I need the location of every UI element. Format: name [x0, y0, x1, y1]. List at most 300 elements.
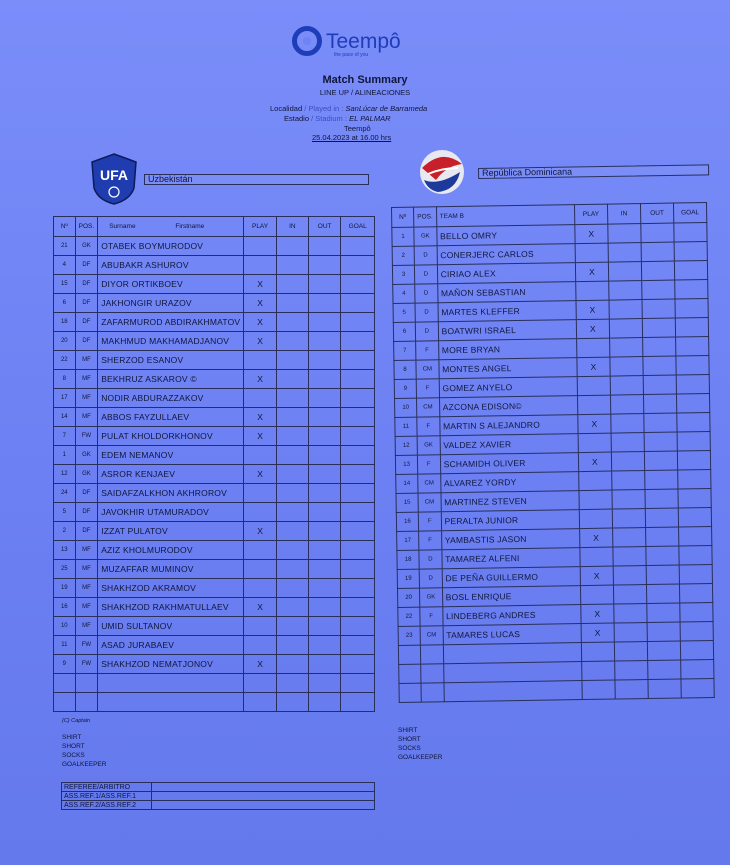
in-cell[interactable] — [276, 693, 308, 712]
player-name — [443, 662, 581, 683]
team-b-kit-labels — [398, 726, 442, 762]
goal-cell[interactable] — [675, 299, 708, 319]
player-position: F — [416, 341, 439, 360]
match-date: 25.04.2023 at 16.00 hrs — [312, 133, 392, 142]
team-b-name: República Dominicana — [478, 164, 709, 179]
player-number: 14 — [54, 408, 76, 427]
in-cell[interactable] — [609, 281, 642, 301]
team-a-name: Uzbekistán — [144, 174, 369, 185]
goal-cell[interactable] — [675, 280, 708, 300]
out-cell[interactable] — [308, 617, 340, 636]
play-mark: X — [244, 598, 277, 617]
player-number: 2 — [54, 522, 76, 541]
player-row — [54, 313, 375, 332]
out-cell[interactable] — [308, 275, 340, 294]
crest-text: UFA — [100, 167, 128, 183]
player-number: 5 — [393, 303, 415, 322]
out-cell[interactable] — [645, 508, 678, 528]
player-position: MF — [75, 389, 98, 408]
player-row — [54, 389, 375, 408]
player-name — [98, 674, 244, 693]
kit-shirt-label: SHIRT — [62, 734, 82, 741]
out-cell[interactable] — [645, 489, 678, 509]
goal-cell[interactable] — [341, 655, 375, 674]
in-cell[interactable] — [610, 357, 643, 377]
out-cell[interactable] — [308, 636, 340, 655]
out-cell[interactable] — [646, 584, 679, 604]
col-number: Nº — [392, 207, 414, 227]
in-cell[interactable] — [276, 579, 308, 598]
play-mark: X — [244, 408, 277, 427]
goal-cell[interactable] — [677, 451, 710, 471]
player-position: MF — [75, 579, 98, 598]
player-name: IZZAT PULATOV — [98, 522, 244, 541]
goal-cell[interactable] — [341, 275, 375, 294]
goal-cell[interactable] — [341, 560, 375, 579]
player-name: ASAD JURABAEV — [98, 636, 244, 655]
goal-cell[interactable] — [341, 465, 375, 484]
out-cell[interactable] — [644, 432, 677, 452]
player-name: ABBOS FAYZULLAEV — [98, 408, 244, 427]
in-cell[interactable] — [615, 661, 648, 681]
in-cell[interactable] — [276, 522, 308, 541]
in-cell[interactable] — [611, 414, 644, 434]
player-number: 6 — [54, 294, 76, 313]
in-cell[interactable] — [276, 617, 308, 636]
in-cell[interactable] — [613, 566, 646, 586]
player-number: 5 — [54, 503, 76, 522]
player-name: ALVAREZ YORDY — [440, 472, 578, 493]
in-cell[interactable] — [276, 446, 308, 465]
player-number: 18 — [397, 550, 419, 569]
out-cell[interactable] — [308, 294, 340, 313]
goal-cell[interactable] — [341, 484, 375, 503]
goal-cell[interactable] — [676, 356, 709, 376]
goal-cell[interactable] — [677, 432, 710, 452]
play-mark: X — [244, 294, 277, 313]
out-cell[interactable] — [644, 413, 677, 433]
player-number: 1 — [54, 446, 76, 465]
player-row — [54, 427, 375, 446]
col-out: OUT — [640, 203, 673, 224]
goal-cell[interactable] — [679, 564, 712, 584]
play-mark — [579, 490, 612, 510]
player-name: YAMBASTIS JASON — [441, 529, 579, 550]
goal-cell[interactable] — [341, 370, 375, 389]
goal-cell[interactable] — [679, 583, 712, 603]
player-row — [54, 275, 375, 294]
in-cell[interactable] — [612, 490, 645, 510]
in-cell[interactable] — [612, 528, 645, 548]
player-number: 2 — [392, 246, 414, 265]
out-cell[interactable] — [642, 318, 675, 338]
team-a-lineup-table — [53, 216, 375, 712]
out-cell[interactable] — [643, 356, 676, 376]
in-cell[interactable] — [612, 509, 645, 529]
out-cell[interactable] — [308, 256, 340, 275]
estadio-value: EL PALMAR — [349, 114, 391, 123]
play-mark: X — [578, 452, 611, 472]
goal-cell[interactable] — [341, 541, 375, 560]
play-mark — [244, 617, 277, 636]
referee-value[interactable] — [152, 783, 375, 792]
in-cell[interactable] — [276, 598, 308, 617]
in-cell[interactable] — [613, 547, 646, 567]
out-cell[interactable] — [646, 546, 679, 566]
in-cell[interactable] — [609, 300, 642, 320]
assistant-2-value[interactable] — [152, 801, 375, 810]
player-number: 7 — [54, 427, 76, 446]
out-cell[interactable] — [641, 223, 674, 243]
player-position: MF — [75, 408, 98, 427]
goal-cell[interactable] — [341, 256, 375, 275]
col-firstname: Firstname — [175, 223, 205, 230]
in-cell[interactable] — [614, 642, 647, 662]
player-number: 13 — [54, 541, 76, 560]
out-cell[interactable] — [308, 427, 340, 446]
goal-cell[interactable] — [680, 602, 713, 622]
player-row — [54, 332, 375, 351]
goal-cell[interactable] — [341, 636, 375, 655]
player-row — [54, 294, 375, 313]
goal-cell[interactable] — [674, 261, 707, 281]
player-position: DF — [75, 522, 98, 541]
kit-short-label: SHORT — [398, 736, 421, 743]
play-mark — [244, 484, 277, 503]
goal-cell[interactable] — [341, 427, 375, 446]
out-cell[interactable] — [641, 261, 674, 281]
goal-cell[interactable] — [678, 470, 711, 490]
play-mark — [576, 338, 609, 358]
player-number: 8 — [394, 360, 416, 379]
play-mark: X — [576, 300, 609, 320]
play-mark — [244, 693, 277, 712]
goal-cell[interactable] — [341, 693, 375, 712]
in-cell[interactable] — [609, 338, 642, 358]
out-cell[interactable] — [308, 465, 340, 484]
out-cell[interactable] — [308, 503, 340, 522]
goal-cell[interactable] — [341, 617, 375, 636]
player-name: SHAKHZOD AKRAMOV — [98, 579, 244, 598]
player-row — [54, 655, 375, 674]
col-position: POS. — [414, 207, 437, 227]
goal-cell[interactable] — [676, 375, 709, 395]
goal-cell[interactable] — [341, 579, 375, 598]
player-position: FW — [75, 636, 98, 655]
player-number: 4 — [54, 256, 76, 275]
in-cell[interactable] — [608, 262, 641, 282]
out-cell[interactable] — [641, 242, 674, 262]
in-cell[interactable] — [276, 560, 308, 579]
col-name — [98, 217, 244, 237]
play-mark: X — [579, 528, 612, 548]
ufa-crest-icon — [90, 152, 138, 206]
goal-cell[interactable] — [676, 337, 709, 357]
goal-cell[interactable] — [679, 546, 712, 566]
player-name: UMID SULTANOV — [98, 617, 244, 636]
player-row — [54, 237, 375, 256]
out-cell[interactable] — [308, 674, 340, 693]
goal-cell[interactable] — [678, 508, 711, 528]
player-number: 6 — [393, 322, 415, 341]
player-name: MORE BRYAN — [438, 339, 576, 360]
player-position: MF — [75, 351, 98, 370]
play-mark: X — [244, 655, 277, 674]
out-cell[interactable] — [308, 655, 340, 674]
player-number — [54, 674, 76, 693]
player-position — [75, 693, 98, 712]
player-position: GK — [75, 237, 98, 256]
player-position: D — [415, 284, 438, 303]
team-a-kit-labels — [62, 733, 106, 769]
goal-cell[interactable] — [341, 313, 375, 332]
goal-cell[interactable] — [677, 413, 710, 433]
in-cell[interactable] — [276, 427, 308, 446]
in-cell[interactable] — [276, 370, 308, 389]
player-position: DF — [75, 332, 98, 351]
goal-cell[interactable] — [341, 389, 375, 408]
out-cell[interactable] — [308, 693, 340, 712]
out-cell[interactable] — [648, 660, 681, 680]
player-position: GK — [75, 465, 98, 484]
play-mark — [581, 642, 614, 662]
player-number: 14 — [396, 474, 418, 493]
in-cell[interactable] — [276, 351, 308, 370]
out-cell[interactable] — [308, 484, 340, 503]
col-out: OUT — [308, 217, 340, 237]
goal-cell[interactable] — [341, 332, 375, 351]
out-cell[interactable] — [648, 679, 681, 699]
out-cell[interactable] — [647, 603, 680, 623]
in-cell[interactable] — [276, 465, 308, 484]
player-row — [399, 678, 714, 702]
out-cell[interactable] — [642, 337, 675, 357]
in-cell[interactable] — [614, 623, 647, 643]
player-position: DF — [75, 484, 98, 503]
player-position: F — [420, 607, 443, 626]
in-cell[interactable] — [615, 680, 648, 700]
col-number: Nº — [54, 217, 76, 237]
player-name: LINDEBERG ANDRES — [442, 605, 580, 626]
assistant-1-value[interactable] — [152, 792, 375, 801]
out-cell[interactable] — [308, 351, 340, 370]
out-cell[interactable] — [644, 451, 677, 471]
player-position: F — [418, 512, 441, 531]
out-cell[interactable] — [308, 598, 340, 617]
play-mark — [578, 433, 611, 453]
out-cell[interactable] — [308, 522, 340, 541]
player-position: GK — [75, 446, 98, 465]
player-name — [98, 693, 244, 712]
play-mark: X — [575, 262, 608, 282]
player-position: CM — [418, 493, 441, 512]
col-goal: GOAL — [673, 203, 706, 224]
player-name: SHAKHZOD NEMATJONOV — [98, 655, 244, 674]
out-cell[interactable] — [647, 622, 680, 642]
goal-cell[interactable] — [341, 674, 375, 693]
player-name: DE PEÑA GUILLERMO — [442, 567, 580, 588]
out-cell[interactable] — [308, 389, 340, 408]
col-in: IN — [276, 217, 308, 237]
goal-cell[interactable] — [341, 503, 375, 522]
kit-goalkeeper-label: GOALKEEPER — [398, 754, 443, 761]
goal-cell[interactable] — [341, 237, 375, 256]
referee-label: REFEREE/ARBITRO — [62, 783, 152, 792]
in-cell[interactable] — [276, 408, 308, 427]
goal-cell[interactable] — [341, 408, 375, 427]
player-number: 16 — [396, 512, 418, 531]
player-name: JAKHONGIR URAZOV — [98, 294, 244, 313]
play-mark — [580, 547, 613, 567]
out-cell[interactable] — [308, 579, 340, 598]
player-number: 9 — [54, 655, 76, 674]
goal-cell[interactable] — [680, 621, 713, 641]
player-name: EDEM NEMANOV — [98, 446, 244, 465]
assistant-1-label: ASS.REF.1/ASS.REF.1 — [62, 792, 152, 801]
in-cell[interactable] — [611, 433, 644, 453]
played-in-label: / Played in : — [304, 104, 344, 113]
player-number: 17 — [54, 389, 76, 408]
out-cell[interactable] — [645, 470, 678, 490]
out-cell[interactable] — [308, 408, 340, 427]
player-name: AZIZ KHOLMURODOV — [98, 541, 244, 560]
player-name: VALDEZ XAVIER — [440, 434, 578, 455]
goal-cell[interactable] — [678, 489, 711, 509]
in-cell[interactable] — [613, 585, 646, 605]
out-cell[interactable] — [647, 641, 680, 661]
goal-cell[interactable] — [681, 678, 714, 698]
goal-cell[interactable] — [680, 640, 713, 660]
out-cell[interactable] — [308, 313, 340, 332]
in-cell[interactable] — [276, 389, 308, 408]
in-cell[interactable] — [276, 256, 308, 275]
goal-cell[interactable] — [341, 522, 375, 541]
goal-cell[interactable] — [681, 659, 714, 679]
out-cell[interactable] — [642, 280, 675, 300]
out-cell[interactable] — [308, 541, 340, 560]
player-name: SHERZOD ESANOV — [98, 351, 244, 370]
in-cell[interactable] — [608, 224, 641, 244]
play-mark: X — [576, 319, 609, 339]
player-name: BELLO OMRY — [436, 225, 574, 246]
in-cell[interactable] — [610, 376, 643, 396]
in-cell[interactable] — [276, 674, 308, 693]
goal-cell[interactable] — [674, 242, 707, 262]
player-position: D — [419, 569, 442, 588]
in-cell[interactable] — [276, 313, 308, 332]
player-name: PERALTA JUNIOR — [441, 510, 579, 531]
player-number: 15 — [396, 493, 418, 512]
out-cell[interactable] — [645, 527, 678, 547]
kit-goalkeeper-label: GOALKEEPER — [62, 761, 107, 768]
out-cell[interactable] — [308, 370, 340, 389]
goal-cell[interactable] — [341, 351, 375, 370]
goal-cell[interactable] — [676, 394, 709, 414]
player-number: 15 — [54, 275, 76, 294]
in-cell[interactable] — [276, 541, 308, 560]
play-mark: X — [244, 313, 277, 332]
in-cell[interactable] — [276, 655, 308, 674]
player-position: DF — [75, 313, 98, 332]
goal-cell[interactable] — [674, 223, 707, 243]
in-cell[interactable] — [276, 636, 308, 655]
player-name: BEKHRUZ ASKAROV © — [98, 370, 244, 389]
in-cell[interactable] — [608, 243, 641, 263]
player-name: JAVOKHIR UTAMURADOV — [98, 503, 244, 522]
player-name: ABUBAKR ASHUROV — [98, 256, 244, 275]
col-in: IN — [607, 204, 640, 225]
goal-cell[interactable] — [341, 446, 375, 465]
player-row — [54, 484, 375, 503]
in-cell[interactable] — [276, 484, 308, 503]
out-cell[interactable] — [643, 375, 676, 395]
player-position: F — [417, 455, 440, 474]
out-cell[interactable] — [646, 565, 679, 585]
player-position: DF — [75, 503, 98, 522]
player-row — [54, 256, 375, 275]
player-position: MF — [75, 617, 98, 636]
play-mark: X — [581, 623, 614, 643]
in-cell[interactable] — [611, 452, 644, 472]
in-cell[interactable] — [609, 319, 642, 339]
player-number: 10 — [395, 398, 417, 417]
play-mark — [578, 471, 611, 491]
out-cell[interactable] — [308, 237, 340, 256]
out-cell[interactable] — [642, 299, 675, 319]
goal-cell[interactable] — [341, 294, 375, 313]
player-position: DF — [75, 256, 98, 275]
player-name: MAÑON SEBASTIAN — [437, 282, 575, 303]
player-position: F — [416, 379, 439, 398]
play-mark — [575, 243, 608, 263]
player-name: MUZAFFAR MUMINOV — [98, 560, 244, 579]
out-cell[interactable] — [308, 560, 340, 579]
player-number: 19 — [397, 569, 419, 588]
goal-cell[interactable] — [678, 527, 711, 547]
kit-short-label: SHORT — [62, 743, 85, 750]
player-row — [54, 560, 375, 579]
play-mark — [244, 446, 277, 465]
brand-name: Teempô — [326, 29, 401, 53]
player-position: CM — [420, 626, 443, 645]
player-number: 20 — [397, 588, 419, 607]
in-cell[interactable] — [276, 503, 308, 522]
out-cell[interactable] — [308, 332, 340, 351]
in-cell[interactable] — [276, 275, 308, 294]
in-cell[interactable] — [612, 471, 645, 491]
in-cell[interactable] — [614, 604, 647, 624]
play-mark — [579, 509, 612, 529]
in-cell[interactable] — [610, 395, 643, 415]
out-cell[interactable] — [308, 446, 340, 465]
play-mark — [244, 674, 277, 693]
player-position: MF — [75, 598, 98, 617]
in-cell[interactable] — [276, 332, 308, 351]
col-surname: Surname — [109, 223, 136, 230]
goal-cell[interactable] — [341, 598, 375, 617]
in-cell[interactable] — [276, 294, 308, 313]
play-mark: X — [577, 357, 610, 377]
player-number: 1 — [392, 227, 414, 246]
estadio-label: Estadio — [284, 114, 310, 123]
player-number: 12 — [54, 465, 76, 484]
player-number: 24 — [54, 484, 76, 503]
player-name: BOATWRI ISRAEL — [438, 320, 576, 341]
in-cell[interactable] — [276, 237, 308, 256]
goal-cell[interactable] — [675, 318, 708, 338]
player-number: 18 — [54, 313, 76, 332]
out-cell[interactable] — [643, 394, 676, 414]
